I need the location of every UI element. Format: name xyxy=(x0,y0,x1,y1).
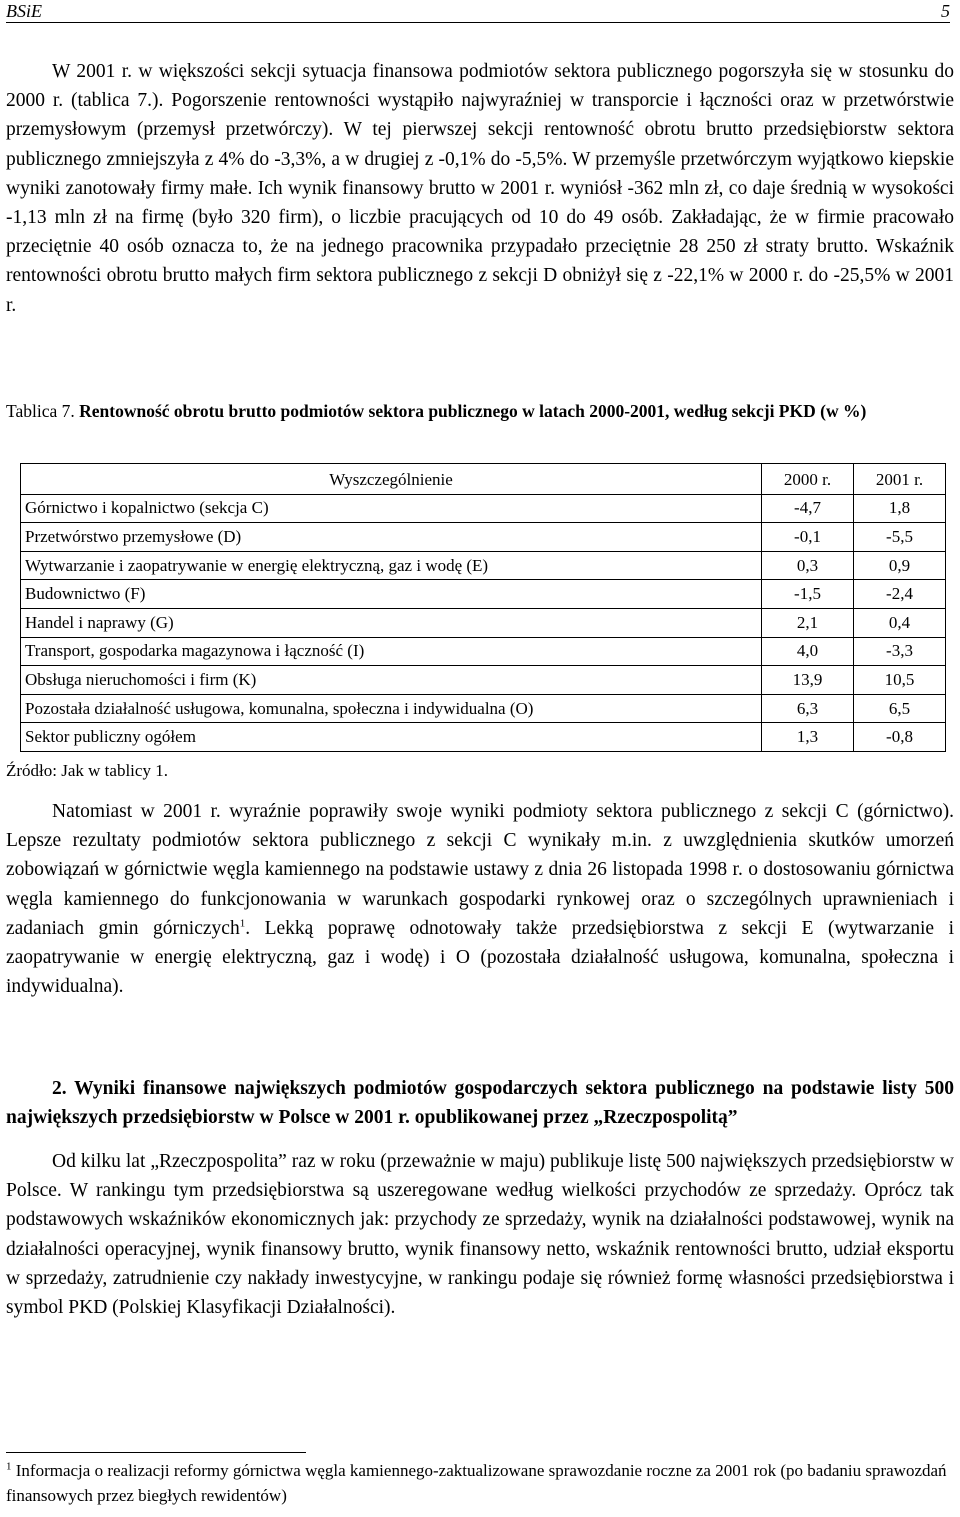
value-2001: -5,5 xyxy=(854,523,946,552)
table-caption-title: Rentowność obrotu brutto podmiotów sektora publicznego w latach 2000-2001, według sekcji PKD (w %) xyxy=(79,401,867,421)
page-header xyxy=(6,0,950,23)
paragraph-1 xyxy=(6,57,954,320)
row-label: Sektor publiczny ogółem xyxy=(21,723,762,752)
section-heading xyxy=(6,1074,954,1132)
paragraph-3-text: Od kilku lat „Rzeczpospolita” raz w roku (przeważnie w maju) publikuje listę 500 największych przedsiębiorstw w Polsce. W rankingu tym przedsiębiorstwa są uszeregowane według wielkości przychodów ze sprzedaży. Oprócz tak podstawowych wskaźników ekonomicznych jak: przychody ze sprzedaży, wynik na działalności podstawowej, wynik na działalności operacyjnej, wynik finansowy brutto, wynik finansowy netto, wskaźnik rentowności brutto, udział eksportu w sprzedaży, zatrudnienie czy nakłady inwestycyjne, w rankingu podaje się również formę własności przedsiębiorstwa i symbol PKD (Polskiej Klasyfikacji Działalności). xyxy=(6,1151,954,1319)
paragraph-2-text-after: . Lekką poprawę odnotowały także przedsiębiorstwa z sekcji E (wytwarzanie i zaopatrywanie w energię elektryczną, gaz i wodę) i O (pozostała działalność usługowa, komunalna, społeczna i indywidualna). xyxy=(6,917,955,998)
table-row-total xyxy=(21,723,946,752)
paragraph-2-text-before: Natomiast w 2001 r. wyraźnie poprawiły swoje wyniki podmioty sektora publicznego z sekcji C (górnictwo). Lepsze rezultaty podmiotów sektora publicznego z sekcji C wynikały m.in. z uwzględnienia skutków umorzeń zobowiązań w górnictwie węgla kamiennego na podstawie ustawy z dnia 26 listopada 1998 r. o dostosowaniu górnictwa węgla kamiennego do funkcjonowania w warunkach gospodarki rynkowej oraz o szczególnych uprawnieniach i zadaniach gmin górniczych xyxy=(6,801,954,939)
value-2001: -2,4 xyxy=(854,580,946,609)
footnote xyxy=(6,1458,954,1508)
header-title: BSiE xyxy=(6,1,42,21)
table-caption-label: Tablica 7. xyxy=(6,401,75,421)
table-source: Źródło: Jak w tablicy 1. xyxy=(6,761,168,780)
header-description: Wyszczególnienie xyxy=(21,464,762,495)
value-2000: 13,9 xyxy=(762,666,854,695)
paragraph-2 xyxy=(6,797,954,1001)
footnote-text: Informacja o realizacji reformy górnictwa węgla kamiennego-zaktualizowane sprawozdanie roczne za 2001 rok (po badaniu sprawozdań finansowych przez biegłych rewidentów) xyxy=(6,1461,947,1505)
value-2000: 6,3 xyxy=(762,694,854,723)
table-row xyxy=(21,580,946,609)
value-2001: 0,4 xyxy=(854,608,946,637)
header-2000: 2000 r. xyxy=(762,464,854,495)
value-2000: 2,1 xyxy=(762,608,854,637)
value-2001: 0,9 xyxy=(854,551,946,580)
table-caption xyxy=(6,398,954,424)
row-label: Przetwórstwo przemysłowe (D) xyxy=(21,523,762,552)
paragraph-3 xyxy=(6,1147,954,1322)
row-label: Górnictwo i kopalnictwo (sekcja C) xyxy=(21,494,762,523)
value-2000: -0,1 xyxy=(762,523,854,552)
value-2001: 6,5 xyxy=(854,694,946,723)
row-label: Wytwarzanie i zaopatrywanie w energię elektryczną, gaz i wodę (E) xyxy=(21,551,762,580)
table-row xyxy=(21,551,946,580)
value-2001: -3,3 xyxy=(854,637,946,666)
row-label: Transport, gospodarka magazynowa i łączność (I) xyxy=(21,637,762,666)
table-row xyxy=(21,523,946,552)
row-label: Handel i naprawy (G) xyxy=(21,608,762,637)
row-label: Budownictwo (F) xyxy=(21,580,762,609)
footnote-divider xyxy=(6,1452,306,1453)
value-2000: 1,3 xyxy=(762,723,854,752)
section-heading-text: 2. Wyniki finansowe największych podmiotów gospodarczych sektora publicznego na podstawie listy 500 największych przedsiębiorstw w Polsce w 2001 r. opublikowanej przez „Rzeczpospolitą” xyxy=(6,1078,954,1128)
table-row xyxy=(21,637,946,666)
footnote-mark: 1 xyxy=(6,1460,12,1473)
table-row xyxy=(21,494,946,523)
value-2001: -0,8 xyxy=(854,723,946,752)
row-label: Pozostała działalność usługowa, komunalna, społeczna i indywidualna (O) xyxy=(21,694,762,723)
page-number: 5 xyxy=(941,1,950,21)
value-2000: 4,0 xyxy=(762,637,854,666)
profitability-table xyxy=(20,463,946,752)
value-2001: 1,8 xyxy=(854,494,946,523)
header-2001: 2001 r. xyxy=(854,464,946,495)
paragraph-1-text: W 2001 r. w większości sekcji sytuacja finansowa podmiotów sektora publicznego pogorszyła się w stosunku do 2000 r. (tablica 7.). Pogorszenie rentowności wystąpiło najwyraźniej w transporcie i łączności oraz w przetwórstwie przemysłowym (przemysł przetwórczy). W tej pierwszej sekcji rentowność obrotu brutto przedsiębiorstw sektora publicznego zmniejszyła z 4% do -3,3%, a w drugiej z -0,1% do -5,5%. W przemyśle przetwórczym wyjątkowo kiepskie wyniki zanotowały firmy małe. Ich wynik finansowy brutto w 2001 r. wyniósł -362 mln zł, co daje średnią w wysokości -1,13 mln zł na firmę (było 320 firm), o liczbie pracujących od 10 do 49 osób. Zakładając, że w firmie pracowało przeciętnie 40 osób oznacza to, że na jednego pracownika przypadało przeciętnie 28 250 zł straty brutto. Wskaźnik rentowności obrotu brutto małych firm sektora publicznego z sekcji D obniżył się z -22,1% w 2000 r. do -25,5% w 2001 r. xyxy=(6,61,954,316)
table-row xyxy=(21,608,946,637)
footnote-reference: 1 xyxy=(239,917,246,930)
value-2000: 0,3 xyxy=(762,551,854,580)
table-header-row xyxy=(21,464,946,495)
value-2000: -1,5 xyxy=(762,580,854,609)
row-label: Obsługa nieruchomości i firm (K) xyxy=(21,666,762,695)
value-2001: 10,5 xyxy=(854,666,946,695)
table-row xyxy=(21,694,946,723)
table-row xyxy=(21,666,946,695)
value-2000: -4,7 xyxy=(762,494,854,523)
